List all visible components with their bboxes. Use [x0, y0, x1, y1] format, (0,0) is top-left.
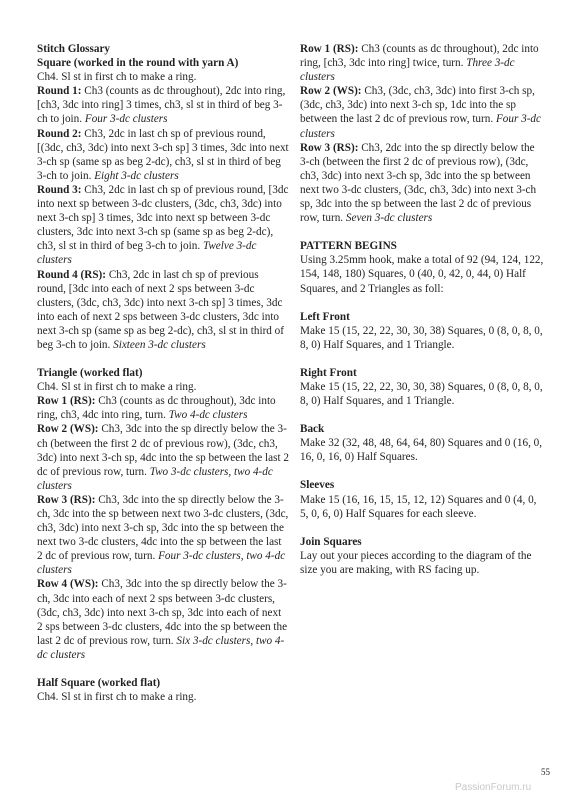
instruction-line — [37, 183, 289, 268]
instruction-note: Seven 3-dc clusters — [345, 212, 433, 225]
instruction-text: Ch3 (counts as dc throughout), 2dc into ring, [ch3, 3dc into ring] twice, turn. — [300, 43, 539, 70]
left-column — [37, 42, 289, 704]
instruction-note: Three 3-dc clusters — [300, 57, 515, 84]
instruction-note: Six 3-dc clusters, two 4-dc clusters — [37, 634, 285, 661]
section-text: Make 15 (15, 22, 22, 30, 30, 38) Squares, 0 (8, 0, 8, 0, 8, 0) Half Squares, and 1 Triangle. — [300, 324, 543, 351]
instruction-text: Ch3, 3dc into the sp directly below the 3-ch, 3dc into each of next 2 sps between 3-dc clusters, (3dc, ch3, 3dc) into next 3-ch sp, 3dc into each of next 2 sps between 3-dc clusters, 4dc into the sp between the last 2 dc of previous row, turn. — [37, 578, 288, 647]
instruction-line — [37, 268, 289, 353]
instruction-label: Row 1 (RS): — [300, 43, 359, 55]
section-left-front — [300, 296, 546, 352]
instruction-line — [37, 127, 289, 183]
instruction-text: Ch4. Sl st in first ch to make a ring. — [37, 691, 197, 704]
instruction-line — [37, 380, 289, 394]
pattern-intro: Using 3.25mm hook, make a total of 92 (94, 124, 122, 154, 148, 180) Squares, 0 (40, 0, 42, 0, 44, 0) Half Squares, and 2 Triangles as foll: — [300, 254, 544, 295]
section-text: Make 32 (32, 48, 48, 64, 64, 80) Squares and 0 (16, 0, 16, 0, 16, 0) Half Squares. — [300, 437, 543, 464]
instruction-line — [37, 70, 289, 84]
instruction-line — [300, 141, 546, 226]
section-right-front — [300, 352, 546, 408]
section-sleeves — [300, 464, 546, 520]
instruction-note: Eight 3-dc clusters — [94, 169, 179, 182]
instruction-text: Ch3 (counts as dc throughout), 2dc into ring, [ch3, 3dc into ring] 3 times, ch3, sl st in third of beg 3-ch to join. — [37, 85, 286, 126]
instruction-note: Four 3-dc clusters — [84, 113, 168, 126]
half-square-heading: Half Square (worked flat) — [37, 677, 161, 690]
instruction-line — [300, 42, 546, 84]
instruction-label: Round 1: — [37, 85, 82, 98]
instruction-text: Ch4. Sl st in first ch to make a ring. — [37, 381, 197, 394]
glossary-title: Stitch Glossary — [37, 43, 111, 55]
section-text: Make 15 (16, 16, 15, 15, 12, 12) Squares and 0 (4, 0, 5, 0, 6, 0) Half Squares for each sleeve. — [300, 493, 537, 520]
section-title: Sleeves — [300, 479, 335, 492]
section-title: Back — [300, 423, 325, 436]
half-square-instructions-part2 — [300, 42, 546, 225]
watermark: PassionForum.ru — [455, 782, 532, 793]
instruction-line — [37, 493, 289, 578]
pattern-heading: PATTERN BEGINS — [300, 240, 397, 253]
square-heading: Square (worked in the round with yarn A) — [37, 57, 239, 70]
section-back — [300, 408, 546, 464]
instruction-text: Ch3, 3dc into the sp directly below the 3-ch (between the first 2 dc of previous row), (3dc, ch3, 3dc) into next 3-ch sp, 4dc into the sp between the last 2 dc of previous row, turn. — [37, 423, 289, 478]
pattern-sections — [300, 296, 546, 577]
instruction-text: Ch3, 3dc into the sp directly below the 3-ch, 3dc into the sp between next two 3-dc clusters, (3dc, ch3, 3dc) into next 3-ch sp, 3dc into the sp between the next two 3-dc clusters, 4dc into the sp between the last 2 dc of previous row, turn. — [37, 493, 289, 563]
instruction-line — [37, 394, 289, 422]
section-title: Right Front — [300, 366, 357, 379]
square-instructions — [37, 70, 289, 352]
right-column — [300, 42, 546, 577]
half-square-instructions-part1 — [37, 690, 289, 704]
section-title: Join Squares — [300, 535, 362, 548]
instruction-label: Row 1 (RS): — [37, 395, 96, 408]
instruction-note: Four 3-dc clusters, two 4-dc clusters — [37, 550, 286, 577]
instruction-note: Two 3-dc clusters, two 4-dc clusters — [37, 465, 273, 492]
instruction-label: Round 3: — [37, 183, 82, 196]
instruction-label: Row 2 (WS): — [37, 423, 99, 436]
instruction-line — [37, 577, 289, 662]
instruction-text: Ch3, 2dc in last ch sp of previous round, [3dc into next sp between 3-dc clusters, (3dc, ch3, 3dc) into next 3-ch sp] 3 times, 3dc into next sp between 3-dc clusters, 3dc into next 3-ch sp (same sp as beg 2-dc), ch3, sl st in third of beg 3-ch to join. — [37, 183, 289, 253]
instruction-line — [37, 690, 289, 704]
instruction-note: Two 4-dc clusters — [168, 409, 248, 422]
instruction-line — [37, 422, 289, 492]
instruction-text: Ch3 (counts as dc throughout), 3dc into ring, ch3, 4dc into ring, turn. — [37, 395, 276, 422]
instruction-note: Sixteen 3-dc clusters — [113, 338, 206, 351]
section-title: Left Front — [300, 310, 350, 323]
instruction-note: Four 3-dc clusters — [300, 113, 541, 140]
triangle-instructions — [37, 380, 289, 662]
instruction-text: Ch4. Sl st in first ch to make a ring. — [37, 71, 197, 84]
instruction-line — [37, 84, 289, 126]
instruction-text: Ch3, 2dc in last ch sp of previous round, [(3dc, ch3, 3dc) into next 3-ch sp] 3 times, 3dc into next 3-ch sp (same sp as beg 2-dc), ch3, sl st in third of beg 3-ch to join. — [37, 127, 289, 182]
section-text: Lay out your pieces according to the diagram of the size you are making, with RS facing up. — [300, 549, 532, 576]
instruction-text: Ch3, (3dc, ch3, 3dc) into first 3-ch sp, (3dc, ch3, 3dc) into next 3-ch sp, 1dc into the sp between the last 2 dc of previous row, turn. — [300, 85, 535, 126]
instruction-note: Twelve 3-dc clusters — [37, 240, 257, 267]
instruction-label: Round 2: — [37, 127, 82, 140]
triangle-heading: Triangle (worked flat) — [37, 367, 143, 380]
instruction-label: Row 2 (WS): — [300, 85, 362, 98]
instruction-label: Row 3 (RS): — [37, 493, 96, 506]
instruction-label: Row 4 (WS): — [37, 578, 99, 591]
instruction-text: Ch3, 2dc into the sp directly below the 3-ch (between the first 2 dc of previous row), (3dc, ch3, 3dc) into next 3-ch sp, 3dc into the sp between next two 3-dc clusters, (3dc, ch3, 3dc) into next 3-ch sp, 3dc into the sp between the last 2 dc of previous row, turn. — [300, 141, 537, 225]
instruction-label: Round 4 (RS): — [37, 268, 107, 281]
instruction-text: Ch3, 2dc in last ch sp of previous round, [3dc into each of next 2 sps between 3-dc clusters, (3dc, ch3, 3dc) into next 3-ch sp] 3 times, 3dc into each of next 2 sps between 3-dc clusters, 3dc into next 3-ch sp (same sp as beg 2-dc), ch3, sl st in third of beg 3-ch to join. — [37, 268, 285, 351]
section-text: Make 15 (15, 22, 22, 30, 30, 38) Squares, 0 (8, 0, 8, 0, 8, 0) Half Squares, and 1 Triangle. — [300, 380, 543, 408]
page-number: 55 — [541, 767, 550, 777]
section-join-squares — [300, 521, 546, 577]
instruction-line — [300, 84, 546, 140]
instruction-label: Row 3 (RS): — [300, 141, 359, 154]
